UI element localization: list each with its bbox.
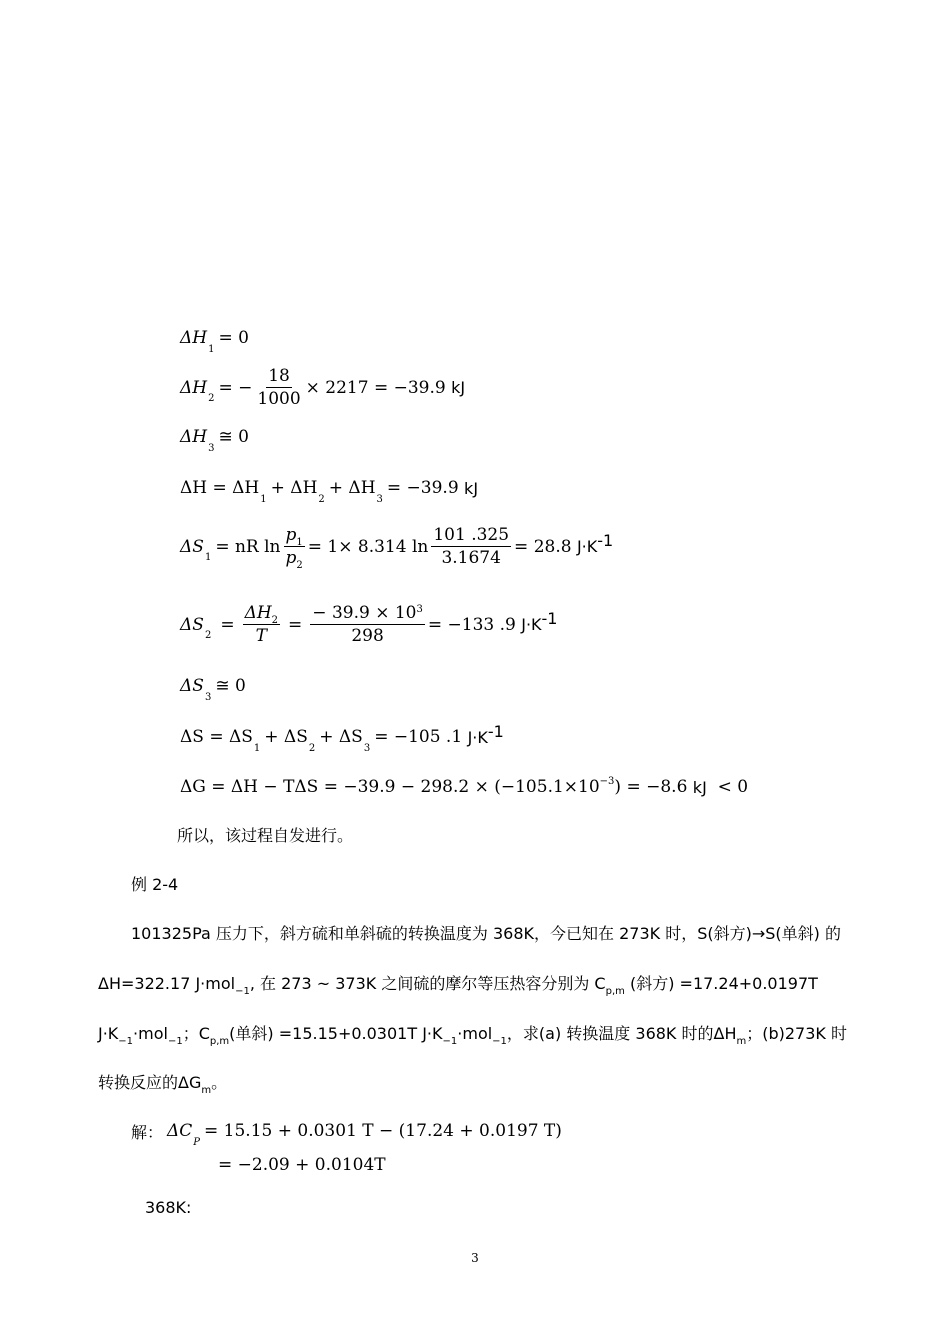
temperature-label: 368K: [145,1198,192,1217]
problem-line-4: 转换反应的$\Delta G_m$。 [98,1073,228,1096]
equation-dH2: ΔH 2 = − $\frac{18}{1000}$ × 2217 = −39.9 kJ [180,366,466,409]
equation-dH-total: ΔH = ΔH 1 + ΔH 2 + ΔH 3 = −39.9 kJ [180,478,479,505]
example-heading: 例 2-4 [131,875,179,894]
equation-dH1: ΔH 1 = 0 [180,328,249,355]
equation-dS1: ΔS 1 = nR ln $\frac{p_1}{p_2}$ = 1× 8.314 ln $\frac{101 .325}{3.1674}$ = 28.8 J·K -1 [180,525,614,571]
solution-equation-2: = −2.09 + 0.0104T [218,1155,386,1175]
equation-dS2: ΔS 2 = $\frac{\Delta H_2}{T}$ = $\frac{- 39.9 \times 10^3}{298}$ = −133 .9 J·K -1 [180,603,558,646]
solution-equation-1: ΔC P = 15.15 + 0.0301 T − (17.24 + 0.0197 T) [167,1121,562,1148]
problem-line-3: $J\cdot K_{-1}\cdot mol_{-1}$；$C_{p,m}$(单斜) =15.15+0.0301T $J\cdot K_{-1}\cdot mol_{-1}$，求(a) 转换温度 368K 时的$\Delta H_m$；(b)273K 时 [98,1024,847,1047]
problem-line-2: ΔH=322.17 J·mol$_{-1}$, 在 273 ~ 373K 之间硫的摩尔等压热容分别为 $C_{p,m}$ (斜方) =17.24+0.0197T [98,974,818,997]
equation-dG: ΔG = ΔH − TΔS = −39.9 − 298.2 × (−105.1×10 −3 ) = −8.6 kJ < 0 [180,775,749,797]
equation-dH3: ΔH 3 ≅ 0 [180,427,249,454]
equation-dS-total: ΔS = ΔS 1 + ΔS 2 + ΔS 3 = −105 .1 J·K -1 [180,721,504,754]
page-number: 3 [471,1251,479,1265]
problem-line-1: 101325Pa 压力下，斜方硫和单斜硫的转换温度为 368K，今已知在 273K 时，S(斜方)→S(单斜) 的 [131,924,841,943]
conclusion-text: 所以，该过程自发进行。 [177,826,354,845]
solution-label: 解： [131,1123,164,1142]
equation-dS3: ΔS 3 ≅ 0 [180,676,246,703]
